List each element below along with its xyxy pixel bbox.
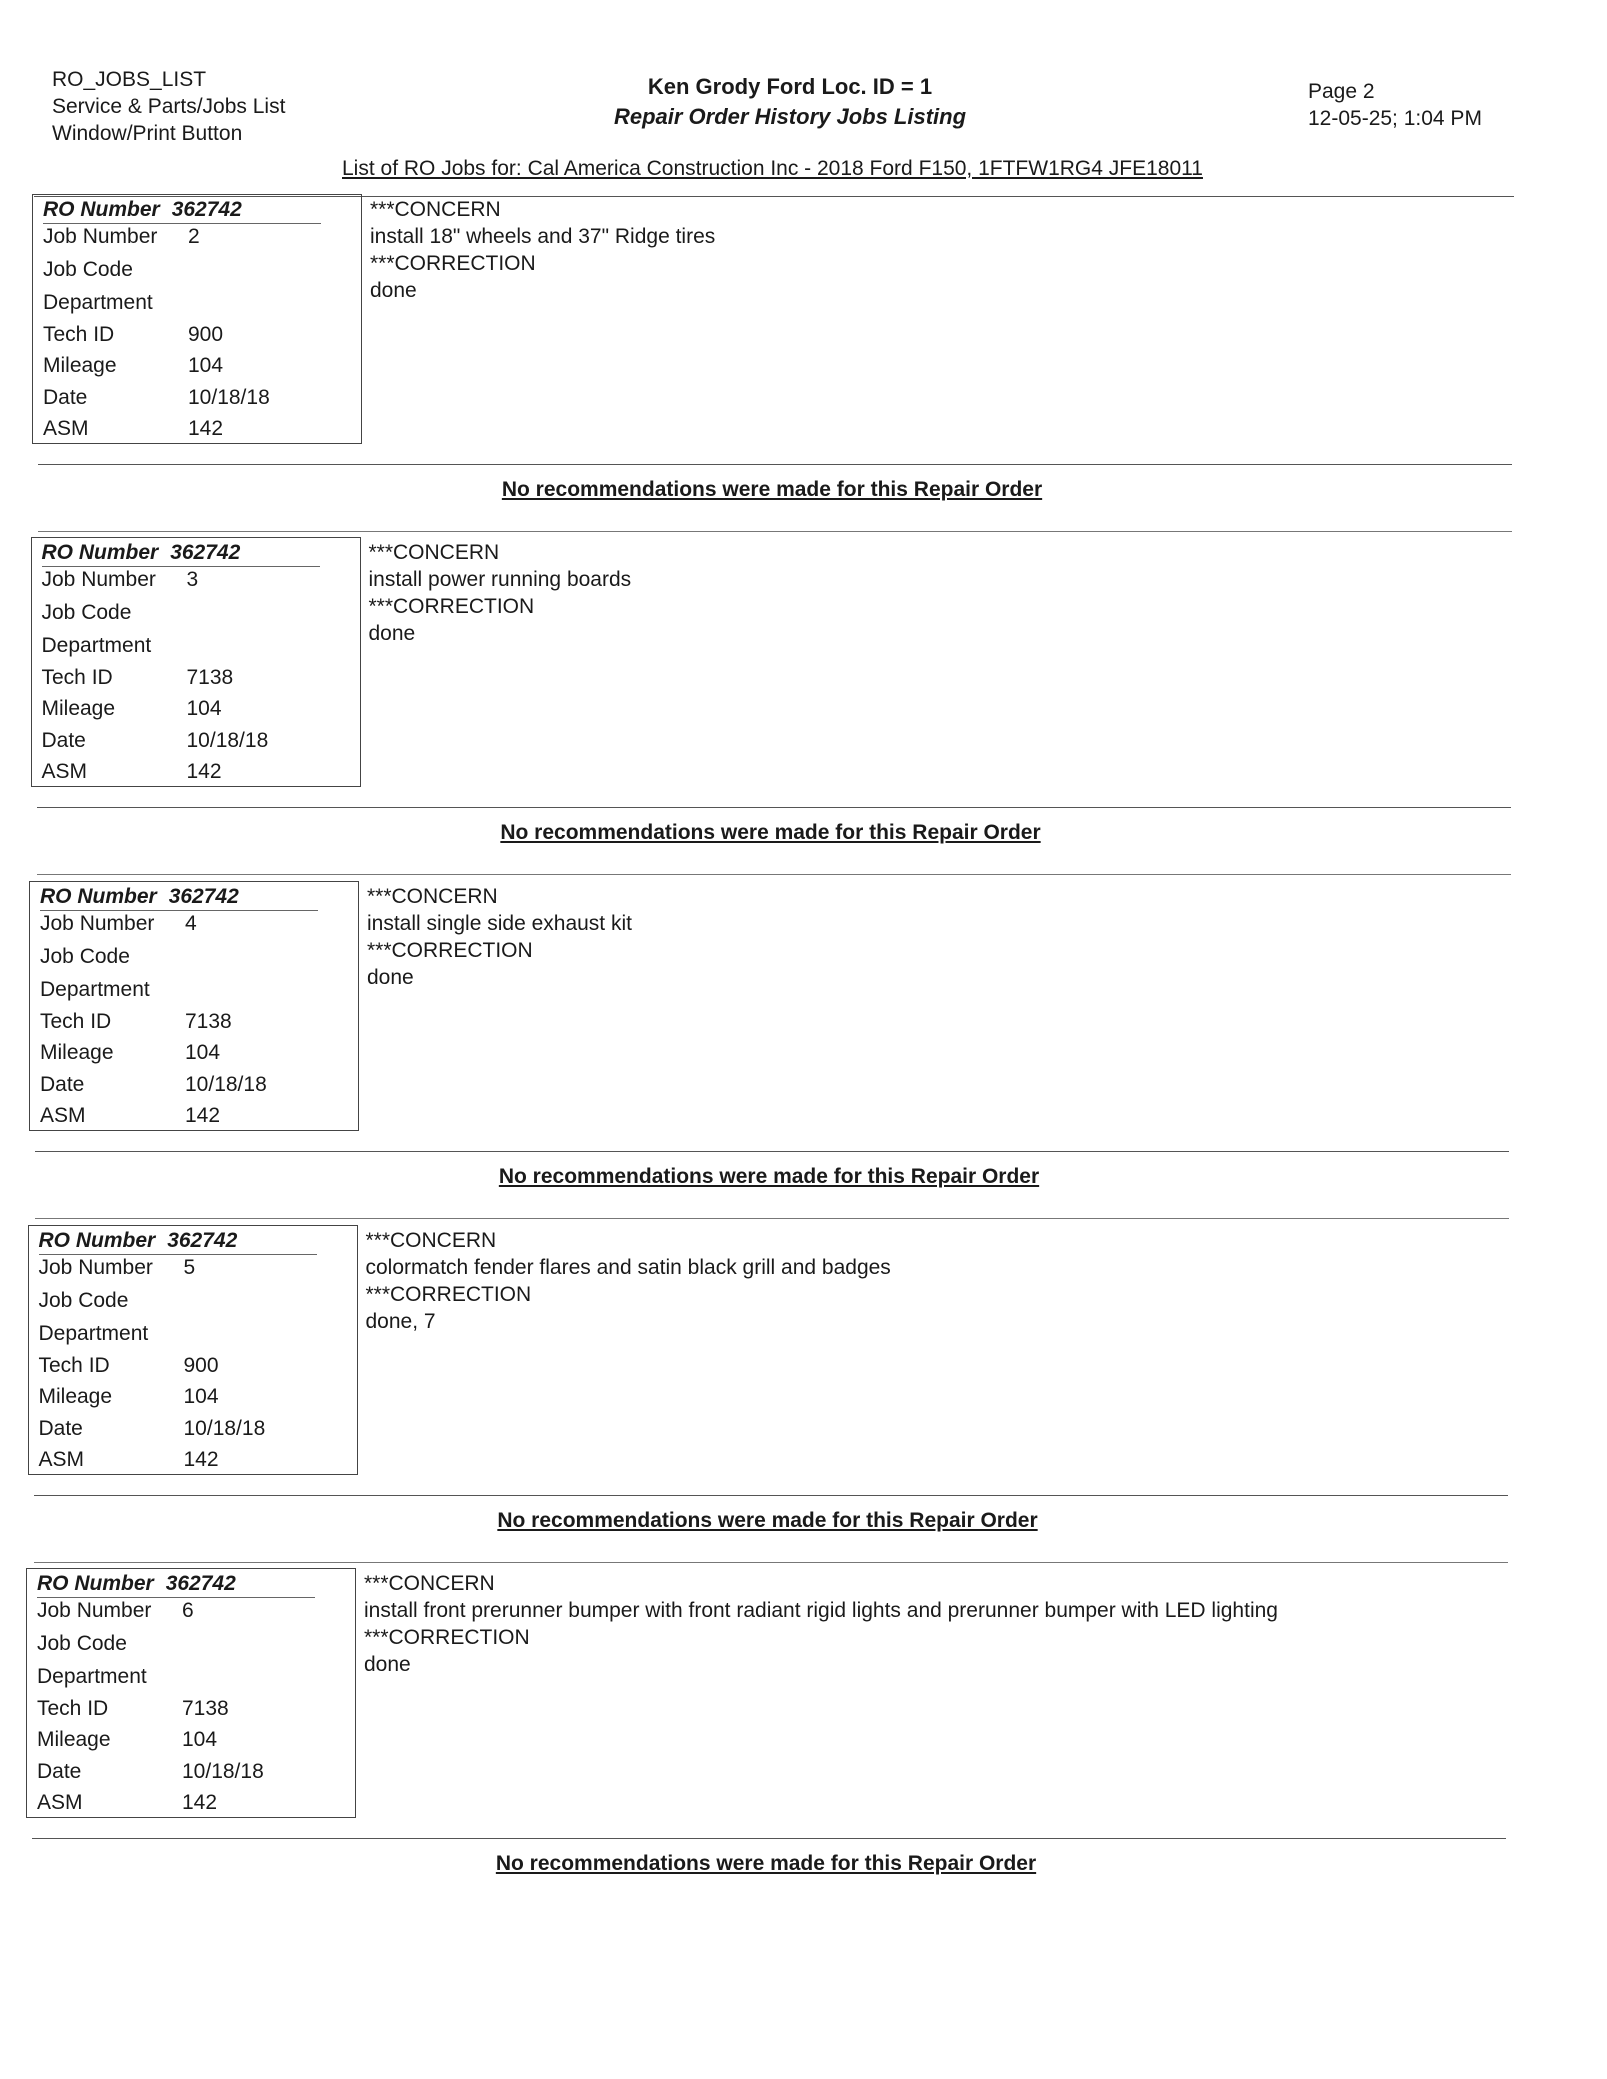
recommendation-note: No recommendations were made for this Repair Order xyxy=(501,478,1043,501)
concern-header: ***CONCERN xyxy=(364,1572,495,1595)
concern-header: ***CONCERN xyxy=(370,198,501,221)
section-divider xyxy=(34,1562,1508,1563)
mileage-label: Mileage xyxy=(43,354,117,377)
date-value: 10/18/18 xyxy=(186,729,269,752)
asm-value: 142 xyxy=(188,417,224,440)
ro-number-row xyxy=(37,1572,315,1598)
report-source: Window/Print Button xyxy=(52,122,243,145)
tech-id-row xyxy=(43,323,223,347)
page-number: Page 2 xyxy=(1308,80,1375,103)
mileage-row xyxy=(42,697,222,721)
department-row xyxy=(37,1665,182,1689)
job-info-box xyxy=(29,881,359,1131)
department-row xyxy=(42,634,187,658)
ro-number-row xyxy=(42,541,320,567)
job-notes xyxy=(364,1570,1278,1678)
job-notes xyxy=(367,883,632,991)
tech-id-label: Tech ID xyxy=(41,666,113,689)
concern-text: colormatch fender flares and satin black grill and badges xyxy=(365,1256,891,1279)
asm-row xyxy=(43,417,223,441)
ro-number-value: 362742 xyxy=(168,885,239,908)
job-code-row xyxy=(37,1632,182,1656)
tech-id-label: Tech ID xyxy=(43,323,115,346)
asm-row xyxy=(40,1104,220,1128)
correction-text: done xyxy=(364,1653,411,1676)
date-label: Date xyxy=(43,386,88,409)
recommendation-note: No recommendations were made for this Repair Order xyxy=(500,821,1041,844)
concern-text: install front prerunner bumper with front radiant rigid lights and prerunner bumper with LED lighting xyxy=(364,1599,1278,1622)
section-divider xyxy=(38,531,1512,532)
report-title: Repair Order History Jobs Listing xyxy=(613,104,967,129)
job-code-row xyxy=(42,601,187,625)
tech-id-label: Tech ID xyxy=(37,1697,109,1720)
tech-id-row xyxy=(37,1697,229,1721)
tech-id-row xyxy=(39,1354,219,1378)
recommendation-note: No recommendations were made for this Repair Order xyxy=(495,1852,1037,1875)
job-entry xyxy=(26,1568,1506,1913)
date-row xyxy=(39,1417,266,1441)
date-row xyxy=(42,729,269,753)
concern-header: ***CONCERN xyxy=(367,885,498,908)
department-label: Department xyxy=(41,634,152,657)
department-label: Department xyxy=(37,1665,147,1688)
asm-row xyxy=(39,1448,219,1472)
department-label: Department xyxy=(40,978,150,1001)
asm-value: 142 xyxy=(186,760,222,783)
date-row xyxy=(37,1760,264,1784)
mileage-value: 104 xyxy=(182,1728,218,1751)
job-number-label: Job Number xyxy=(37,1599,152,1622)
tech-id-label: Tech ID xyxy=(38,1354,110,1377)
job-info-box xyxy=(32,194,362,444)
print-datetime: 12-05-25; 1:04 PM xyxy=(1308,107,1482,130)
correction-text: done xyxy=(370,279,417,302)
mileage-value: 104 xyxy=(185,1041,221,1064)
ro-number-label: RO Number xyxy=(37,1572,154,1595)
date-label: Date xyxy=(41,729,86,752)
report-title-block xyxy=(614,72,966,132)
date-row xyxy=(40,1073,267,1097)
correction-header: ***CORRECTION xyxy=(367,939,533,962)
tech-id-value: 900 xyxy=(183,1354,219,1377)
tech-id-value: 7138 xyxy=(185,1010,232,1033)
asm-label: ASM xyxy=(40,1104,86,1127)
report-id: RO_JOBS_LIST xyxy=(52,68,207,91)
page-info xyxy=(1308,78,1482,132)
correction-text: done xyxy=(368,622,416,645)
asm-label: ASM xyxy=(41,760,88,783)
date-value: 10/18/18 xyxy=(188,386,270,409)
department-label: Department xyxy=(38,1322,149,1345)
ro-number-label: RO Number xyxy=(43,198,160,221)
correction-text: done, 7 xyxy=(365,1310,436,1333)
recommendation-note: No recommendations were made for this Repair Order xyxy=(498,1165,1040,1188)
job-notes xyxy=(370,196,715,304)
tech-id-row xyxy=(42,666,234,690)
report-module: Service & Parts/Jobs List xyxy=(52,95,286,118)
ro-number-label: RO Number xyxy=(41,541,159,564)
job-number-row xyxy=(39,1256,196,1280)
date-label: Date xyxy=(37,1760,82,1783)
job-number-label: Job Number xyxy=(41,568,156,591)
mileage-label: Mileage xyxy=(40,1041,114,1064)
recommendation-note: No recommendations were made for this Repair Order xyxy=(497,1509,1038,1532)
tech-id-row xyxy=(40,1010,232,1034)
report-id-block xyxy=(52,66,285,147)
tech-id-label: Tech ID xyxy=(40,1010,112,1033)
ro-number-label: RO Number xyxy=(38,1229,156,1252)
asm-value: 142 xyxy=(183,1448,219,1471)
ro-number-value: 362742 xyxy=(165,1572,236,1595)
job-number-label: Job Number xyxy=(43,225,158,248)
concern-header: ***CONCERN xyxy=(365,1229,497,1252)
job-entry xyxy=(28,1225,1508,1570)
department-row xyxy=(39,1322,184,1346)
section-divider xyxy=(35,1218,1509,1219)
job-number-row xyxy=(43,225,200,249)
mileage-value: 104 xyxy=(186,697,222,720)
job-number-row xyxy=(42,568,199,592)
job-number-value: 6 xyxy=(182,1599,194,1622)
mileage-value: 104 xyxy=(183,1385,219,1408)
job-number-label: Job Number xyxy=(38,1256,153,1279)
job-entry xyxy=(29,881,1509,1226)
job-number-label: Job Number xyxy=(40,912,155,935)
ro-number-row xyxy=(39,1229,317,1255)
section-divider xyxy=(37,874,1511,875)
job-divider xyxy=(35,1151,1509,1152)
tech-id-value: 900 xyxy=(188,323,224,346)
asm-value: 142 xyxy=(182,1791,218,1814)
tech-id-value: 7138 xyxy=(182,1697,229,1720)
ro-number-label: RO Number xyxy=(40,885,157,908)
mileage-row xyxy=(40,1041,220,1065)
job-code-row xyxy=(40,945,185,969)
ro-number-value: 362742 xyxy=(170,541,241,564)
job-code-label: Job Code xyxy=(37,1632,127,1655)
job-number-value: 4 xyxy=(185,912,197,935)
job-info-box xyxy=(26,1568,356,1818)
date-value: 10/18/18 xyxy=(185,1073,267,1096)
job-notes xyxy=(366,1227,891,1335)
mileage-row xyxy=(39,1385,219,1409)
mileage-row xyxy=(37,1728,217,1752)
job-divider xyxy=(34,1495,1508,1496)
job-number-value: 5 xyxy=(183,1256,196,1279)
mileage-label: Mileage xyxy=(41,697,116,720)
job-number-row xyxy=(37,1599,194,1623)
job-code-label: Job Code xyxy=(40,945,130,968)
ro-number-value: 362742 xyxy=(167,1229,238,1252)
ro-number-value: 362742 xyxy=(171,198,242,221)
job-divider xyxy=(38,464,1512,465)
department-row xyxy=(43,291,188,315)
correction-header: ***CORRECTION xyxy=(368,595,535,618)
date-value: 10/18/18 xyxy=(182,1760,264,1783)
tech-id-value: 7138 xyxy=(186,666,234,689)
asm-label: ASM xyxy=(38,1448,85,1471)
job-info-box xyxy=(31,537,361,787)
asm-value: 142 xyxy=(185,1104,221,1127)
job-divider xyxy=(37,807,1511,808)
department-row xyxy=(40,978,185,1002)
list-title: List of RO Jobs for: Cal America Construction Inc - 2018 Ford F150, 1FTFW1RG4 JFE18011 xyxy=(342,157,1203,180)
job-code-label: Job Code xyxy=(41,601,132,624)
concern-text: install 18" wheels and 37" Ridge tires xyxy=(370,225,716,248)
job-info-box xyxy=(28,1225,358,1475)
job-code-row xyxy=(43,258,188,282)
job-number-value: 2 xyxy=(188,225,200,248)
dealer-name: Ken Grody Ford Loc. ID = 1 xyxy=(647,74,933,99)
job-entry xyxy=(32,194,1512,539)
job-code-label: Job Code xyxy=(43,258,133,281)
department-label: Department xyxy=(43,291,153,314)
date-row xyxy=(43,386,270,410)
job-notes xyxy=(369,539,632,647)
concern-text: install power running boards xyxy=(368,568,632,591)
concern-text: install single side exhaust kit xyxy=(367,912,632,935)
date-label: Date xyxy=(40,1073,85,1096)
concern-header: ***CONCERN xyxy=(368,541,500,564)
job-entry xyxy=(31,537,1511,882)
correction-header: ***CORRECTION xyxy=(365,1283,532,1306)
date-value: 10/18/18 xyxy=(183,1417,266,1440)
ro-number-row xyxy=(43,198,321,224)
asm-row xyxy=(37,1791,217,1815)
mileage-label: Mileage xyxy=(38,1385,113,1408)
ro-number-row xyxy=(40,885,318,911)
mileage-value: 104 xyxy=(188,354,224,377)
job-code-row xyxy=(39,1289,184,1313)
correction-header: ***CORRECTION xyxy=(364,1626,530,1649)
job-code-label: Job Code xyxy=(38,1289,129,1312)
asm-label: ASM xyxy=(43,417,89,440)
correction-header: ***CORRECTION xyxy=(370,252,536,275)
asm-row xyxy=(42,760,222,784)
asm-label: ASM xyxy=(37,1791,83,1814)
mileage-label: Mileage xyxy=(37,1728,111,1751)
job-number-value: 3 xyxy=(186,568,199,591)
date-label: Date xyxy=(38,1417,83,1440)
mileage-row xyxy=(43,354,223,378)
job-divider xyxy=(32,1838,1506,1839)
job-number-row xyxy=(40,912,197,936)
correction-text: done xyxy=(367,966,414,989)
